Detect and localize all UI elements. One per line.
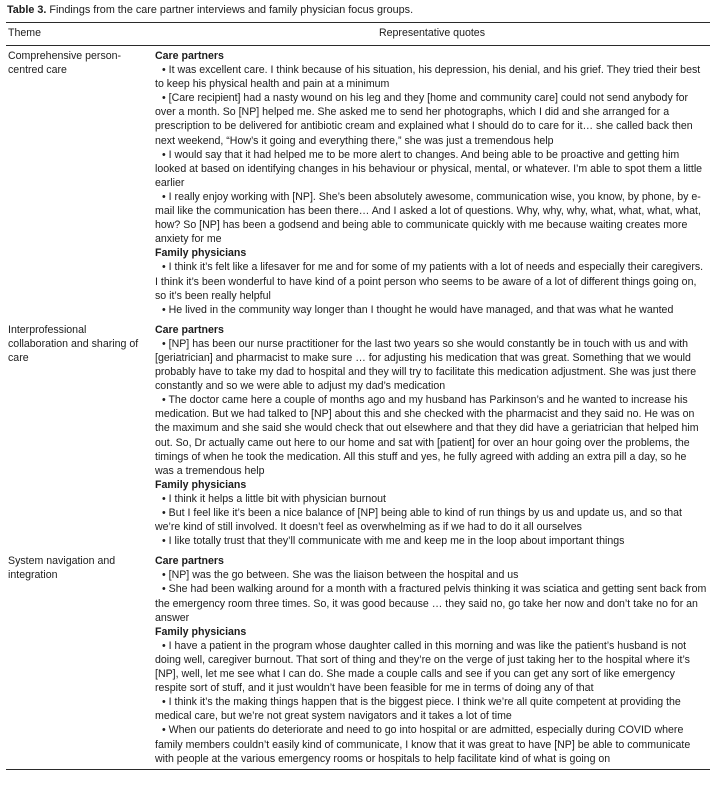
findings-table: [6, 22, 710, 770]
quotes-cell: [154, 320, 710, 552]
speaker-group-heading: Family physicians: [155, 625, 247, 638]
table-caption: Findings from the care partner interviews and family physician focus groups.: [49, 4, 414, 16]
quote: • I really enjoy working with [NP]. She’s been absolutely awesome, communication wise, you know, by phone, by e-mail like the communication has been there… And I asked a lot of questions. Why, why, why, what, what, what, what, how? So [NP] has been a godsend and being able to communicate quickly with me because waiting creates more anxiety for me: [155, 190, 701, 246]
quote: • When our patients do deteriorate and need to go into hospital or are admitted, especially during COVID where family members couldn’t easily kind of communicate, I know that it was great to have [NP] be able to communicate with people at the various emergency rooms or hospitals to help facilitate kind of what is going on: [155, 724, 691, 765]
column-header-quotes: Representative quotes: [154, 23, 710, 46]
theme-cell: System navigation and integration: [8, 555, 116, 582]
theme-cell: Interprofessional collaboration and sharing of care: [8, 323, 139, 364]
quote: • He lived in the community way longer than I thought he would have managed, and that was what he wanted: [162, 303, 674, 316]
quote: • I like totally trust that they’ll communicate with me and keep me in the loop about important things: [162, 535, 625, 548]
speaker-group-heading: Family physicians: [155, 478, 247, 491]
quote: • I think it’s felt like a lifesaver for me and for some of my patients with a lot of needs and especially their caregivers. I think it’s been wonderful to have kind of a point person who seems to be aware of a lot of different things going on, so it’s been really helpful: [155, 261, 704, 302]
theme-cell: Comprehensive person-centred care: [8, 50, 122, 77]
table-header: [6, 23, 710, 46]
quote: • But I feel like it’s been a nice balance of [NP] being able to kind of run things by us and update us, and so that we’re kind of still involved. It doesn’t feel as overwhelming as if we had to do it all ourselves: [155, 507, 683, 534]
quote: • I think it helps a little bit with physician burnout: [162, 492, 386, 505]
quotes-cell: [154, 46, 710, 320]
quote: • I would say that it had helped me to be more alert to changes. And being able to be proactive and getting him looked at based on identifying changes in his behaviour or physical, mental, or whatever. I’m able to spot them a little earlier: [155, 148, 703, 189]
quote: • [NP] was the go between. She was the liaison between the hospital and us: [162, 569, 519, 582]
table-title: [7, 3, 710, 17]
quote: • I think it’s the making things happen that is the biggest piece. I think we’re all quite competent at providing the medical care, but we’re not great system navigators and it takes a lot of time: [155, 696, 681, 723]
quote: • It was excellent care. I think because of his situation, his depression, his denial, and his grief. They tried their best to keep his physical health and pain at a minimum: [155, 64, 701, 91]
speaker-group-heading: Family physicians: [155, 247, 247, 260]
table-number: Table 3.: [7, 4, 47, 16]
table-body: [6, 46, 710, 770]
table-row: [6, 320, 710, 552]
table-row: [6, 46, 710, 320]
speaker-group-heading: Care partners: [155, 555, 224, 568]
quote: • She had been walking around for a month with a fractured pelvis thinking it was sciatica and getting sent back from the emergency room three times. So, it was good because … they said no, go take her now and don’t take no for an answer: [155, 583, 707, 624]
speaker-group-heading: Care partners: [155, 323, 224, 336]
quote: • [NP] has been our nurse practitioner for the last two years so she would constantly be in touch with us and with [geriatrician] and pharmacist to make sure … for adjusting his medication that was great. Something that we would probably have to take my dad to hospital and they will try to facilitate this medication adjustment. She was just there constantly and so we were able to adjust my dad’s medication: [155, 337, 697, 393]
quote: • [Care recipient] had a nasty wound on his leg and they [home and community care] could not send anybody for over a month. So [NP] helped me. She asked me to send her photographs, which I did and she arranged for a prescription to be delivered for antibiotic cream and explained what I should do to care for it… she called back then next weekend, “How’s it going and everything there,” she was just a tremendous help: [155, 92, 693, 147]
table-row: [6, 551, 710, 769]
quote: • I have a patient in the program whose daughter called in this morning and was like the patient’s husband is not doing well, caregiver burnout. That sort of thing and they’re on the verge of just taking her to the hospital where it’s [NP], well, let me see what I can do. She made a couple calls and see if you can get any sort of like emergency respite sort of stuff, and it just wouldn’t have been feasible for me in terms of doing any of that: [155, 639, 690, 695]
column-header-theme: Theme: [6, 23, 154, 46]
speaker-group-heading: Care partners: [155, 50, 224, 62]
quote: • The doctor came here a couple of months ago and my husband has Parkinson’s and he wanted to increase his medication. But we had talked to [NP] about this and she checked with the pharmacist and they said no. He was on the maximum and she said she would check that out elsewhere and that they did have a geriatrician that helped him out. So, Dr actually came out here to our home and sat with [patient] for over an hour going over the problems, the timings of when he took the medication. All this stuff and yes, he fully agreed with adding an extra pill a day, so he was a tremendous help: [155, 394, 699, 477]
quotes-cell: [154, 551, 710, 769]
